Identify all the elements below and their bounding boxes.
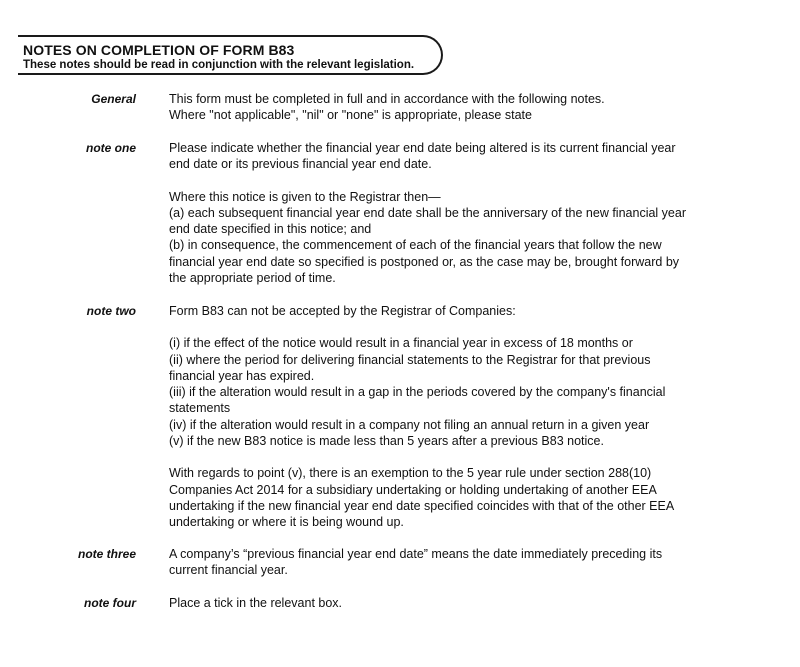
- text-line: A company’s “previous financial year end date” means the date immediately preceding its: [169, 547, 663, 561]
- text-line: end date or its previous financial year end date.: [169, 157, 432, 172]
- text-line: Place a tick in the relevant box.: [169, 596, 343, 610]
- text-line: Form B83 can not be accepted by the Registrar of Companies:: [169, 304, 516, 318]
- text-line: Where "not applicable", "nil" or "none" is appropriate, please state: [169, 108, 532, 123]
- note-label-two: note two: [86, 304, 136, 318]
- note-paragraph: [169, 595, 749, 611]
- text-line: current financial year.: [169, 563, 288, 578]
- note-paragraph: [169, 189, 749, 287]
- text-line: (v) if the new B83 notice is made less than 5 years after a previous B83 notice.: [169, 434, 604, 449]
- text-line: Please indicate whether the financial year end date being altered is its current financial year: [169, 141, 676, 155]
- text-line: financial year end date so specified is postponed or, as the case may be, brought forward by: [169, 254, 680, 269]
- note-label-four: note four: [84, 596, 136, 610]
- text-line: statements: [169, 401, 231, 416]
- text-line: Companies Act 2014 for a subsidiary undertaking or holding undertaking of another EEA: [169, 482, 657, 497]
- note-paragraph: [169, 91, 749, 124]
- text-line: With regards to point (v), there is an exemption to the 5 year rule under section 288(10): [169, 466, 652, 481]
- note-label-general: General: [91, 92, 136, 106]
- text-line: undertaking or where it is being wound up.: [169, 515, 404, 530]
- note-body-two: [169, 303, 749, 531]
- note-label-one: note one: [86, 141, 136, 155]
- note-paragraph: [169, 140, 749, 173]
- note-paragraph: [169, 546, 749, 579]
- text-line: financial year has expired.: [169, 368, 315, 383]
- text-line: This form must be completed in full and in accordance with the following notes.: [169, 92, 605, 106]
- text-line: (iv) if the alteration would result in a company not filing an annual return in a given year: [169, 417, 650, 432]
- text-line: (ii) where the period for delivering financial statements to the Registrar for that previous: [169, 352, 651, 367]
- text-line: Where this notice is given to the Registrar then—: [169, 189, 441, 204]
- page-subtitle: These notes should be read in conjunction with the relevant legislation.: [23, 59, 415, 71]
- note-label-three: note three: [77, 547, 136, 561]
- page-title: NOTES ON COMPLETION OF FORM B83: [23, 42, 295, 58]
- text-line: (a) each subsequent financial year end date shall be the anniversary of the new financial year: [169, 205, 686, 220]
- text-line: undertaking if the new financial year end date specified coincides with that of the other EEA: [169, 498, 675, 513]
- note-body-one: [169, 140, 749, 286]
- text-line: (b) in consequence, the commencement of each of the financial years that follow the new: [169, 238, 662, 253]
- text-line: (i) if the effect of the notice would result in a financial year in excess of 18 months or: [169, 336, 633, 351]
- note-paragraph: [169, 335, 749, 449]
- note-body-three: [169, 546, 749, 579]
- note-body-four: [169, 595, 749, 611]
- text-line: the appropriate period of time.: [169, 271, 336, 286]
- text-line: end date specified in this notice; and: [169, 222, 372, 237]
- note-paragraph: [169, 465, 749, 530]
- text-line: (iii) if the alteration would result in a gap in the periods covered by the company's financial: [169, 385, 666, 400]
- note-paragraph: [169, 303, 749, 319]
- note-body-general: [169, 91, 749, 124]
